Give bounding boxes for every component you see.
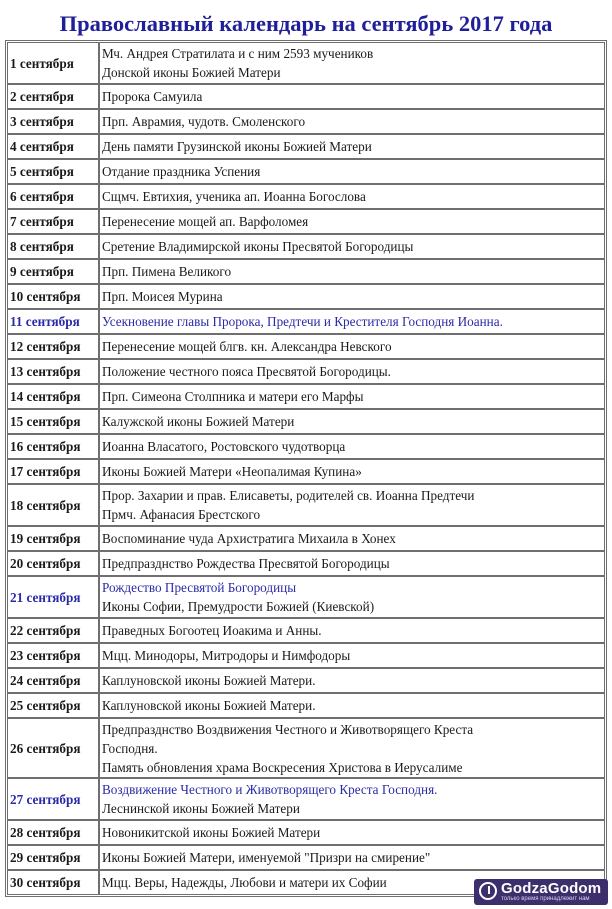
event-line: Отдание праздника Успения bbox=[102, 164, 261, 179]
calendar-row bbox=[7, 718, 605, 778]
calendar-table bbox=[5, 40, 607, 897]
event-line: Прп. Аврамия, чудотв. Смоленского bbox=[102, 114, 306, 129]
calendar-row bbox=[7, 134, 605, 159]
event-line: Воспоминание чуда Архистратига Михаила в Хонех bbox=[102, 531, 396, 546]
watermark-tagline: только время принадлежит нам bbox=[501, 896, 590, 902]
day-date: 7 сентября bbox=[7, 209, 99, 234]
calendar-row bbox=[7, 159, 605, 184]
calendar-row bbox=[7, 618, 605, 643]
event-line: Мцц. Минодоры, Митродоры и Нимфодоры bbox=[102, 648, 351, 663]
clock-icon bbox=[479, 882, 497, 900]
day-date: 26 сентября bbox=[7, 718, 99, 778]
calendar-row bbox=[7, 845, 605, 870]
event-line: Новоникитской иконы Божией Матери bbox=[102, 825, 321, 840]
event-line: Иконы Божией Матери, именуемой "Призри на смирение" bbox=[102, 850, 431, 865]
day-date: 25 сентября bbox=[7, 693, 99, 718]
day-date: 3 сентября bbox=[7, 109, 99, 134]
page-title: Православный календарь на сентябрь 2017 года bbox=[59, 11, 553, 36]
event-line: Каплуновской иконы Божией Матери. bbox=[102, 698, 316, 713]
day-date: 21 сентября bbox=[7, 576, 99, 618]
day-events bbox=[99, 209, 605, 234]
day-events bbox=[99, 184, 605, 209]
calendar-row bbox=[7, 693, 605, 718]
event-line: Иконы Софии, Премудрости Божией (Киевской) bbox=[102, 599, 375, 614]
day-date: 15 сентября bbox=[7, 409, 99, 434]
calendar-row bbox=[7, 334, 605, 359]
day-date: 28 сентября bbox=[7, 820, 99, 845]
event-line: Иоанна Власатого, Ростовского чудотворца bbox=[102, 439, 346, 454]
calendar-row bbox=[7, 668, 605, 693]
calendar-row bbox=[7, 576, 605, 618]
calendar-row bbox=[7, 434, 605, 459]
calendar-row bbox=[7, 309, 605, 334]
day-date: 1 сентября bbox=[7, 42, 99, 84]
calendar-row bbox=[7, 384, 605, 409]
day-date: 22 сентября bbox=[7, 618, 99, 643]
day-date: 13 сентября bbox=[7, 359, 99, 384]
site-watermark bbox=[474, 879, 608, 905]
day-events bbox=[99, 84, 605, 109]
day-date: 16 сентября bbox=[7, 434, 99, 459]
event-line: Сщмч. Евтихия, ученика ап. Иоанна Богослова bbox=[102, 189, 366, 204]
day-events bbox=[99, 484, 605, 526]
event-line: Положение честного пояса Пресвятой Богородицы. bbox=[102, 364, 391, 379]
day-date: 17 сентября bbox=[7, 459, 99, 484]
calendar-row bbox=[7, 359, 605, 384]
calendar-row bbox=[7, 184, 605, 209]
event-line: Прмч. Афанасия Брестского bbox=[102, 507, 261, 522]
event-line: Предпразднство Рождества Пресвятой Богородицы bbox=[102, 556, 390, 571]
event-line: Прор. Захарии и прав. Елисаветы, родителей св. Иоанна Предтечи bbox=[102, 488, 475, 503]
day-events bbox=[99, 42, 605, 84]
event-line: Мч. Андрея Стратилата и с ним 2593 мучеников bbox=[102, 46, 374, 61]
day-events bbox=[99, 234, 605, 259]
calendar-row bbox=[7, 109, 605, 134]
event-line: День памяти Грузинской иконы Божией Матери bbox=[102, 139, 372, 154]
day-events bbox=[99, 668, 605, 693]
day-date: 24 сентября bbox=[7, 668, 99, 693]
day-events bbox=[99, 526, 605, 551]
calendar-row bbox=[7, 284, 605, 309]
calendar-row bbox=[7, 459, 605, 484]
calendar-row bbox=[7, 526, 605, 551]
day-events bbox=[99, 334, 605, 359]
event-line: Перенесение мощей ап. Варфоломея bbox=[102, 214, 309, 229]
event-line: Пророка Самуила bbox=[102, 89, 203, 104]
day-events bbox=[99, 109, 605, 134]
day-events bbox=[99, 459, 605, 484]
event-line: Сретение Владимирской иконы Пресвятой Богородицы bbox=[102, 239, 414, 254]
day-events bbox=[99, 409, 605, 434]
event-line: Иконы Божией Матери «Неопалимая Купина» bbox=[102, 464, 362, 479]
event-line: Усекновение главы Пророка, Предтечи и Крестителя Господня Иоанна. bbox=[102, 314, 503, 329]
event-line: Память обновления храма Воскресения Христова в Иерусалиме bbox=[102, 759, 463, 775]
day-date: 19 сентября bbox=[7, 526, 99, 551]
calendar-row bbox=[7, 42, 605, 84]
day-events bbox=[99, 259, 605, 284]
calendar-row bbox=[7, 820, 605, 845]
day-date: 29 сентября bbox=[7, 845, 99, 870]
calendar-row bbox=[7, 209, 605, 234]
event-line: Прп. Моисея Мурина bbox=[102, 289, 223, 304]
event-line: Воздвижение Честного и Животворящего Креста Господня. bbox=[102, 782, 438, 797]
day-date: 9 сентября bbox=[7, 259, 99, 284]
calendar-row bbox=[7, 409, 605, 434]
event-line: Рождество Пресвятой Богородицы bbox=[102, 580, 297, 595]
day-date: 27 сентября bbox=[7, 778, 99, 820]
event-line: Донской иконы Божией Матери bbox=[102, 65, 281, 80]
day-events bbox=[99, 284, 605, 309]
day-events bbox=[99, 434, 605, 459]
calendar-row bbox=[7, 643, 605, 668]
day-date: 18 сентября bbox=[7, 484, 99, 526]
day-date: 14 сентября bbox=[7, 384, 99, 409]
event-line: Перенесение мощей блгв. кн. Александра Невского bbox=[102, 339, 392, 354]
day-date: 8 сентября bbox=[7, 234, 99, 259]
event-line: Прп. Пимена Великого bbox=[102, 264, 232, 279]
calendar-row bbox=[7, 484, 605, 526]
day-events bbox=[99, 778, 605, 820]
day-events bbox=[99, 134, 605, 159]
day-events bbox=[99, 551, 605, 576]
day-events bbox=[99, 576, 605, 618]
day-date: 6 сентября bbox=[7, 184, 99, 209]
event-line: Господня. bbox=[102, 740, 158, 756]
calendar-row bbox=[7, 234, 605, 259]
day-date: 23 сентября bbox=[7, 643, 99, 668]
day-events bbox=[99, 359, 605, 384]
day-date: 30 сентября bbox=[7, 870, 99, 895]
day-events bbox=[99, 718, 605, 778]
day-events bbox=[99, 820, 605, 845]
day-date: 2 сентября bbox=[7, 84, 99, 109]
calendar-row bbox=[7, 551, 605, 576]
day-events bbox=[99, 384, 605, 409]
day-date: 4 сентября bbox=[7, 134, 99, 159]
event-line: Калужской иконы Божией Матери bbox=[102, 414, 295, 429]
day-date: 20 сентября bbox=[7, 551, 99, 576]
day-date: 10 сентября bbox=[7, 284, 99, 309]
calendar-row bbox=[7, 259, 605, 284]
calendar-row bbox=[7, 84, 605, 109]
day-date: 5 сентября bbox=[7, 159, 99, 184]
day-events bbox=[99, 309, 605, 334]
calendar-body bbox=[7, 42, 605, 895]
day-events bbox=[99, 618, 605, 643]
day-events bbox=[99, 643, 605, 668]
day-events bbox=[99, 693, 605, 718]
event-line: Праведных Богоотец Иоакима и Анны. bbox=[102, 623, 322, 638]
event-line: Мцц. Веры, Надежды, Любови и матери их Софии bbox=[102, 875, 387, 890]
day-events bbox=[99, 845, 605, 870]
event-line: Прп. Симеона Столпника и матери его Марфы bbox=[102, 389, 364, 404]
event-line: Леснинской иконы Божией Матери bbox=[102, 801, 300, 816]
event-line: Предпразднство Воздвижения Честного и Животворящего Креста bbox=[102, 721, 474, 737]
watermark-name: GodzaGodom bbox=[501, 880, 602, 897]
day-date: 11 сентября bbox=[7, 309, 99, 334]
event-line: Каплуновской иконы Божией Матери. bbox=[102, 673, 316, 688]
day-events bbox=[99, 159, 605, 184]
calendar-row bbox=[7, 778, 605, 820]
day-date: 12 сентября bbox=[7, 334, 99, 359]
